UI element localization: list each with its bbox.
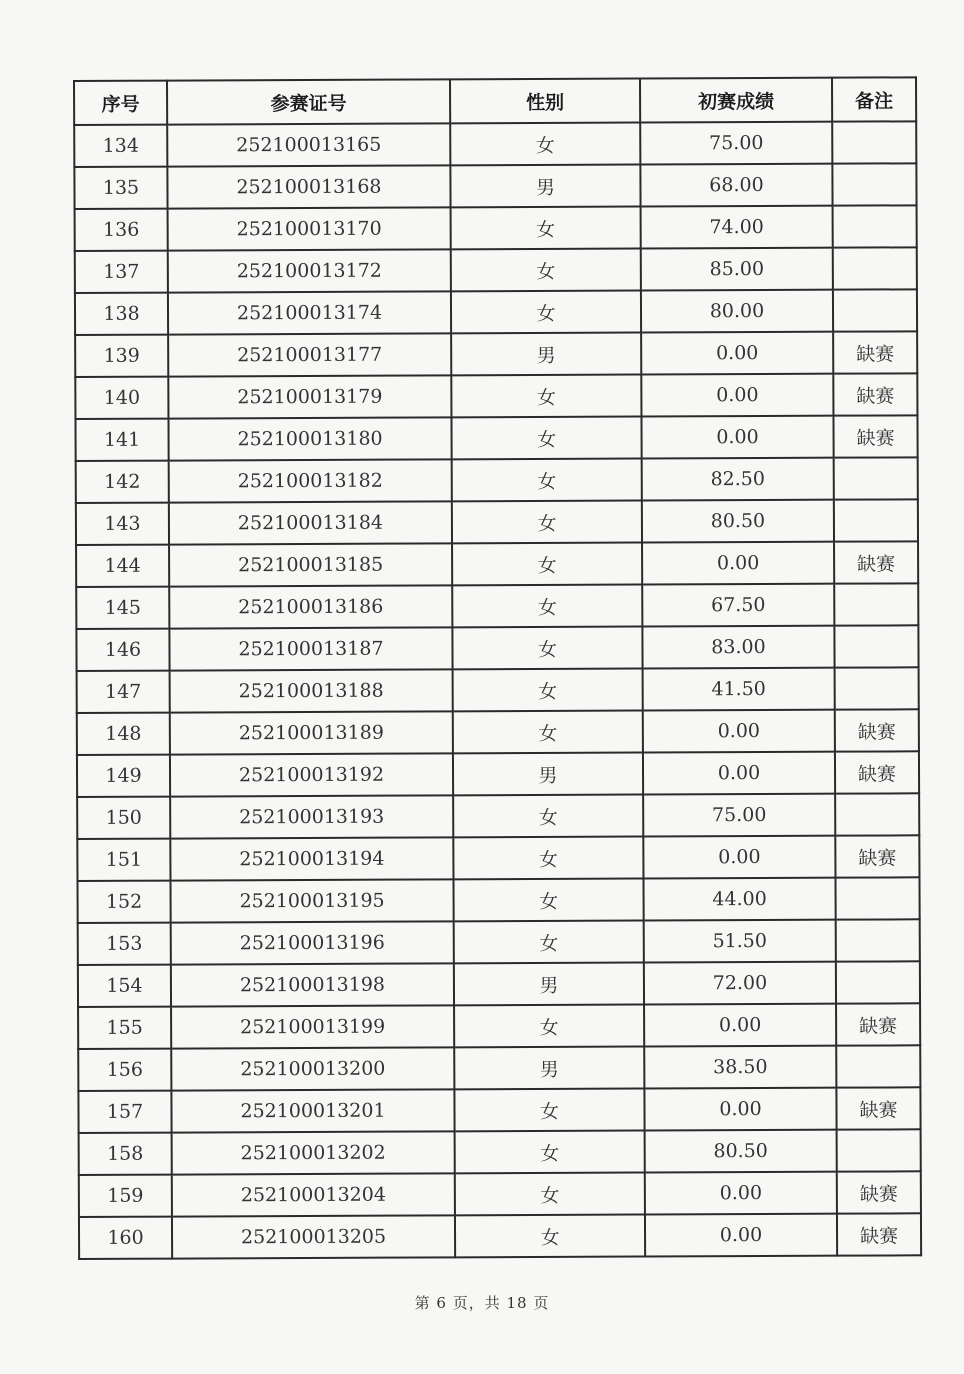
table-body bbox=[74, 121, 921, 1259]
cell-score: 0.00 bbox=[641, 332, 833, 375]
table-row bbox=[77, 751, 919, 797]
cell-entry-number: 252100013182 bbox=[169, 459, 452, 502]
cell-gender: 女 bbox=[455, 1215, 645, 1258]
cell-gender: 男 bbox=[451, 333, 641, 376]
cell-entry-number: 252100013180 bbox=[168, 417, 451, 460]
cell-serial: 148 bbox=[77, 713, 170, 755]
cell-gender: 女 bbox=[453, 795, 643, 838]
cell-serial: 159 bbox=[79, 1175, 172, 1217]
results-table bbox=[73, 76, 922, 1260]
cell-serial: 152 bbox=[77, 881, 170, 923]
cell-score: 80.50 bbox=[642, 500, 834, 543]
cell-score: 80.50 bbox=[645, 1130, 837, 1173]
table-row bbox=[76, 541, 918, 587]
cell-score: 41.50 bbox=[643, 668, 835, 711]
cell-entry-number: 252100013205 bbox=[172, 1215, 455, 1258]
cell-gender: 女 bbox=[450, 123, 640, 166]
cell-entry-number: 252100013192 bbox=[170, 753, 453, 796]
cell-entry-number: 252100013196 bbox=[171, 921, 454, 964]
cell-remark: 缺赛 bbox=[835, 709, 919, 751]
table-row bbox=[79, 1129, 921, 1175]
header-row bbox=[74, 77, 916, 125]
cell-serial: 158 bbox=[79, 1133, 172, 1175]
table-row bbox=[75, 331, 917, 377]
cell-remark: 缺赛 bbox=[833, 415, 917, 457]
cell-entry-number: 252100013186 bbox=[169, 585, 452, 628]
cell-entry-number: 252100013199 bbox=[171, 1005, 454, 1048]
table-row bbox=[76, 457, 918, 503]
cell-serial: 135 bbox=[74, 167, 167, 209]
cell-serial: 145 bbox=[76, 587, 169, 629]
cell-entry-number: 252100013168 bbox=[167, 165, 450, 208]
cell-score: 67.50 bbox=[642, 584, 834, 627]
cell-gender: 女 bbox=[455, 1173, 645, 1216]
cell-entry-number: 252100013174 bbox=[168, 291, 451, 334]
cell-remark bbox=[834, 499, 918, 541]
cell-remark bbox=[837, 1129, 921, 1171]
cell-gender: 女 bbox=[452, 627, 642, 670]
cell-remark bbox=[835, 667, 919, 709]
cell-score: 0.00 bbox=[645, 1172, 837, 1215]
table-row bbox=[78, 961, 920, 1007]
cell-remark: 缺赛 bbox=[837, 1171, 921, 1213]
cell-gender: 女 bbox=[451, 417, 641, 460]
table-row bbox=[77, 709, 919, 755]
cell-serial: 142 bbox=[76, 461, 169, 503]
cell-score: 68.00 bbox=[640, 164, 832, 207]
cell-entry-number: 252100013170 bbox=[168, 207, 451, 250]
table-row bbox=[75, 373, 917, 419]
cell-serial: 140 bbox=[75, 377, 168, 419]
table-row bbox=[75, 205, 917, 251]
table-row bbox=[76, 583, 918, 629]
cell-remark: 缺赛 bbox=[833, 373, 917, 415]
table-row bbox=[79, 1213, 921, 1259]
cell-gender: 女 bbox=[452, 543, 642, 586]
cell-remark bbox=[836, 1045, 920, 1087]
cell-serial: 137 bbox=[75, 251, 168, 293]
cell-score: 85.00 bbox=[641, 248, 833, 291]
cell-entry-number: 252100013198 bbox=[171, 963, 454, 1006]
table-row bbox=[75, 289, 917, 335]
cell-score: 0.00 bbox=[643, 752, 835, 795]
cell-serial: 146 bbox=[76, 629, 169, 671]
cell-gender: 女 bbox=[453, 879, 643, 922]
header-serial: 序号 bbox=[74, 81, 167, 125]
cell-gender: 男 bbox=[453, 753, 643, 796]
table-row bbox=[76, 499, 918, 545]
cell-gender: 女 bbox=[455, 1131, 645, 1174]
cell-score: 0.00 bbox=[644, 1004, 836, 1047]
cell-gender: 女 bbox=[451, 207, 641, 250]
cell-entry-number: 252100013179 bbox=[168, 375, 451, 418]
cell-remark bbox=[832, 121, 916, 163]
cell-serial: 141 bbox=[75, 419, 168, 461]
cell-score: 38.50 bbox=[644, 1046, 836, 1089]
cell-entry-number: 252100013165 bbox=[167, 123, 450, 166]
cell-gender: 女 bbox=[452, 585, 642, 628]
cell-entry-number: 252100013194 bbox=[170, 837, 453, 880]
table-row bbox=[77, 877, 919, 923]
cell-gender: 男 bbox=[454, 963, 644, 1006]
cell-remark bbox=[833, 247, 917, 289]
cell-gender: 男 bbox=[454, 1047, 644, 1090]
cell-remark: 缺赛 bbox=[837, 1213, 921, 1255]
cell-serial: 139 bbox=[75, 335, 168, 377]
table-row bbox=[78, 919, 920, 965]
cell-score: 44.00 bbox=[643, 878, 835, 921]
cell-score: 74.00 bbox=[641, 206, 833, 249]
cell-score: 51.50 bbox=[644, 920, 836, 963]
cell-serial: 156 bbox=[78, 1049, 171, 1091]
cell-gender: 女 bbox=[454, 1089, 644, 1132]
cell-serial: 151 bbox=[77, 839, 170, 881]
cell-serial: 144 bbox=[76, 545, 169, 587]
table-row bbox=[75, 247, 917, 293]
cell-remark bbox=[833, 289, 917, 331]
cell-entry-number: 252100013172 bbox=[168, 249, 451, 292]
table-row bbox=[77, 793, 919, 839]
cell-entry-number: 252100013189 bbox=[170, 711, 453, 754]
cell-score: 0.00 bbox=[645, 1214, 837, 1257]
header-entry-number: 参赛证号 bbox=[167, 79, 450, 124]
cell-entry-number: 252100013184 bbox=[169, 501, 452, 544]
cell-entry-number: 252100013201 bbox=[171, 1089, 454, 1132]
cell-serial: 155 bbox=[78, 1007, 171, 1049]
cell-score: 82.50 bbox=[642, 458, 834, 501]
cell-score: 0.00 bbox=[641, 416, 833, 459]
table-row bbox=[74, 121, 916, 167]
cell-gender: 女 bbox=[454, 1005, 644, 1048]
cell-serial: 157 bbox=[78, 1091, 171, 1133]
cell-entry-number: 252100013193 bbox=[170, 795, 453, 838]
cell-serial: 149 bbox=[77, 755, 170, 797]
cell-gender: 女 bbox=[451, 375, 641, 418]
cell-score: 0.00 bbox=[644, 1088, 836, 1131]
cell-remark bbox=[833, 205, 917, 247]
table-row bbox=[79, 1171, 921, 1217]
cell-serial: 153 bbox=[78, 923, 171, 965]
cell-serial: 154 bbox=[78, 965, 171, 1007]
cell-remark: 缺赛 bbox=[835, 835, 919, 877]
cell-remark bbox=[834, 625, 918, 667]
cell-score: 80.00 bbox=[641, 290, 833, 333]
cell-remark bbox=[835, 793, 919, 835]
header-preliminary-score: 初赛成绩 bbox=[640, 78, 832, 123]
header-gender: 性别 bbox=[450, 79, 640, 124]
cell-remark: 缺赛 bbox=[834, 541, 918, 583]
cell-remark bbox=[836, 919, 920, 961]
cell-gender: 女 bbox=[452, 459, 642, 502]
page-footer: 第 6 页，共 18 页 bbox=[414, 1294, 550, 1312]
cell-serial: 138 bbox=[75, 293, 168, 335]
cell-remark bbox=[836, 961, 920, 1003]
cell-score: 72.00 bbox=[644, 962, 836, 1005]
cell-score: 83.00 bbox=[642, 626, 834, 669]
cell-entry-number: 252100013202 bbox=[172, 1131, 455, 1174]
cell-score: 75.00 bbox=[643, 794, 835, 837]
cell-gender: 女 bbox=[453, 837, 643, 880]
cell-remark: 缺赛 bbox=[836, 1003, 920, 1045]
cell-entry-number: 252100013200 bbox=[171, 1047, 454, 1090]
cell-remark: 缺赛 bbox=[836, 1087, 920, 1129]
cell-gender: 男 bbox=[450, 165, 640, 208]
table-row bbox=[74, 163, 916, 209]
cell-remark bbox=[832, 163, 916, 205]
cell-serial: 136 bbox=[75, 209, 168, 251]
cell-remark bbox=[834, 457, 918, 499]
cell-entry-number: 252100013187 bbox=[169, 627, 452, 670]
cell-gender: 女 bbox=[451, 291, 641, 334]
table-row bbox=[78, 1087, 920, 1133]
cell-remark bbox=[835, 877, 919, 919]
cell-gender: 女 bbox=[452, 501, 642, 544]
cell-gender: 女 bbox=[454, 921, 644, 964]
cell-score: 0.00 bbox=[641, 374, 833, 417]
table-row bbox=[78, 1003, 920, 1049]
cell-score: 75.00 bbox=[640, 122, 832, 165]
cell-score: 0.00 bbox=[643, 836, 835, 879]
cell-serial: 134 bbox=[74, 125, 167, 167]
cell-score: 0.00 bbox=[642, 542, 834, 585]
cell-serial: 150 bbox=[77, 797, 170, 839]
cell-remark bbox=[834, 583, 918, 625]
cell-entry-number: 252100013195 bbox=[170, 879, 453, 922]
cell-gender: 女 bbox=[453, 711, 643, 754]
cell-remark: 缺赛 bbox=[835, 751, 919, 793]
cell-remark: 缺赛 bbox=[833, 331, 917, 373]
cell-entry-number: 252100013188 bbox=[170, 669, 453, 712]
table-row bbox=[75, 415, 917, 461]
cell-entry-number: 252100013185 bbox=[169, 543, 452, 586]
cell-entry-number: 252100013204 bbox=[172, 1173, 455, 1216]
cell-serial: 160 bbox=[79, 1217, 172, 1259]
cell-score: 0.00 bbox=[643, 710, 835, 753]
table-row bbox=[77, 835, 919, 881]
cell-serial: 143 bbox=[76, 503, 169, 545]
cell-gender: 女 bbox=[453, 669, 643, 712]
table-row bbox=[77, 667, 919, 713]
header-remark: 备注 bbox=[832, 77, 916, 121]
cell-gender: 女 bbox=[451, 249, 641, 292]
cell-entry-number: 252100013177 bbox=[168, 333, 451, 376]
table-row bbox=[76, 625, 918, 671]
cell-serial: 147 bbox=[77, 671, 170, 713]
table-row bbox=[78, 1045, 920, 1091]
